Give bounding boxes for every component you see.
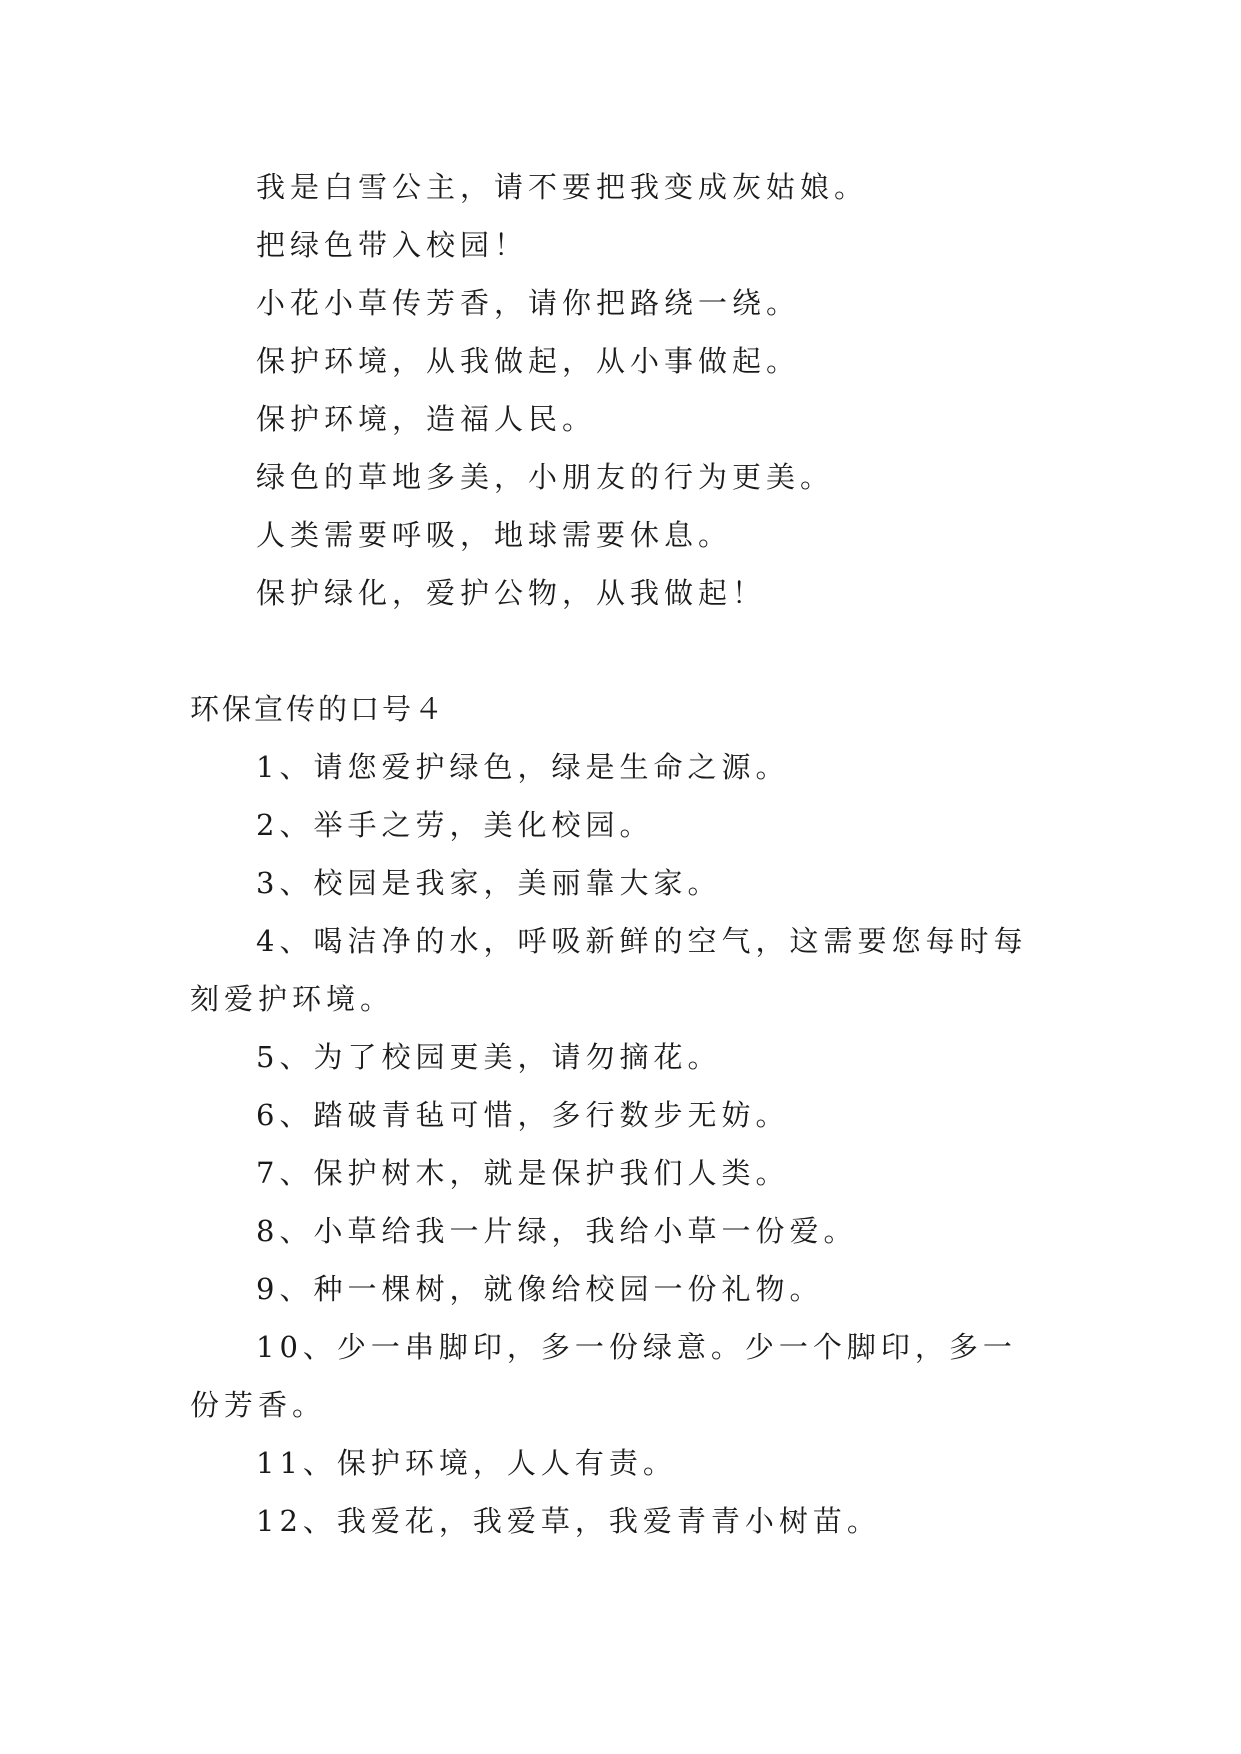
slogan-item: 12、我爱花，我爱草，我爱青青小树苗。 [256,1504,881,1538]
slogan-item: 3、校园是我家，美丽靠大家。 [256,866,722,900]
section-spacer [190,622,1050,680]
intro-line: 保护环境，造福人民。 [256,402,597,436]
slogan-item: 4、喝洁净的水，呼吸新鲜的空气，这需要您每时每刻爱护环境。 [190,924,1028,1016]
slogan-item: 1、请您爱护绿色，绿是生命之源。 [256,750,790,784]
slogan-item: 2、举手之劳，美化校园。 [256,808,654,842]
section-heading: 环保宣传的口号４ [190,692,447,726]
slogan-item: 6、踏破青毡可惜，多行数步无妨。 [256,1098,790,1132]
slogan-item: 8、小草给我一片绿，我给小草一份爱。 [256,1214,858,1248]
slogan-item: 5、为了校园更美，请勿摘花。 [256,1040,722,1074]
slogan-item: 7、保护树木，就是保护我们人类。 [256,1156,790,1190]
slogan-item: 10、少一串脚印，多一份绿意。少一个脚印，多一份芳香。 [190,1330,1017,1422]
intro-line: 把绿色带入校园！ [256,228,529,262]
slogan-item: 9、种一棵树，就像给校园一份礼物。 [256,1272,824,1306]
intro-line: 小花小草传芳香，请你把路绕一绕。 [256,286,801,320]
document-body [190,158,1050,1550]
intro-line: 保护绿化，爱护公物，从我做起！ [256,576,767,610]
intro-line: 我是白雪公主，请不要把我变成灰姑娘。 [256,170,869,204]
intro-line: 人类需要呼吸，地球需要休息。 [256,518,733,552]
slogan-item: 11、保护环境，人人有责。 [256,1446,677,1480]
intro-line: 保护环境，从我做起，从小事做起。 [256,344,801,378]
intro-line: 绿色的草地多美，小朋友的行为更美。 [256,460,835,494]
